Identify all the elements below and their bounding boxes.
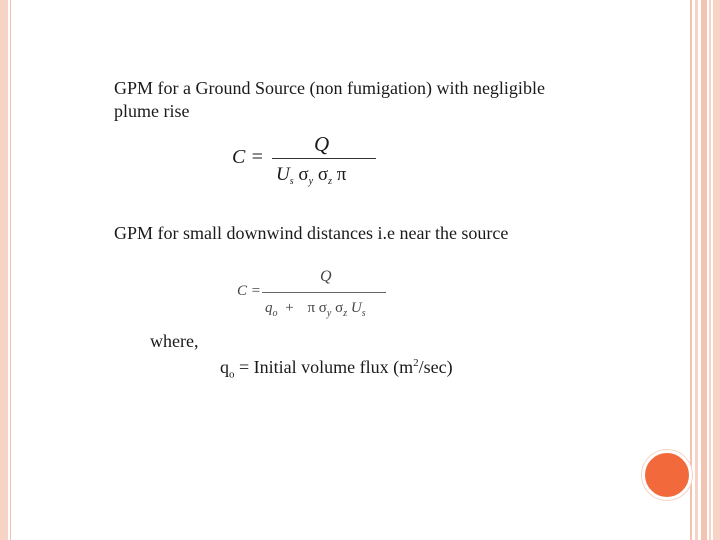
equation-numerator: Q [320,268,332,285]
left-decorative-band [0,0,8,540]
heading-small-downwind: GPM for small downwind distances i.e near the source [114,223,509,243]
equation-lhs: C = [237,283,261,299]
right-stripe [709,0,711,540]
left-decorative-line [10,0,11,540]
heading-ground-source-line2: plume rise [114,101,190,121]
where-label: where, [150,331,199,351]
fraction-bar [262,292,386,293]
right-stripe [690,0,692,540]
right-stripe [701,0,707,540]
definition-initial-volume-flux: $q_o$ = Initial volume flux $(m^2/\sec)$ [220,357,453,381]
equation-denominator: $q_o + \pi$ $\sigma_y$ $\sigma_z$ $U_s$ [265,300,366,319]
equation-denominator: $U_s$ $\sigma_y$ $\sigma_z$ π [276,164,347,187]
right-stripe [695,0,698,540]
fraction-bar [272,158,376,159]
heading-ground-source-line1: GPM for a Ground Source (non fumigation) with negligible [114,78,545,98]
right-stripe [713,0,720,540]
accent-circle [642,450,692,500]
equation-lhs: C = [232,146,264,168]
equation-numerator: Q [314,132,330,156]
